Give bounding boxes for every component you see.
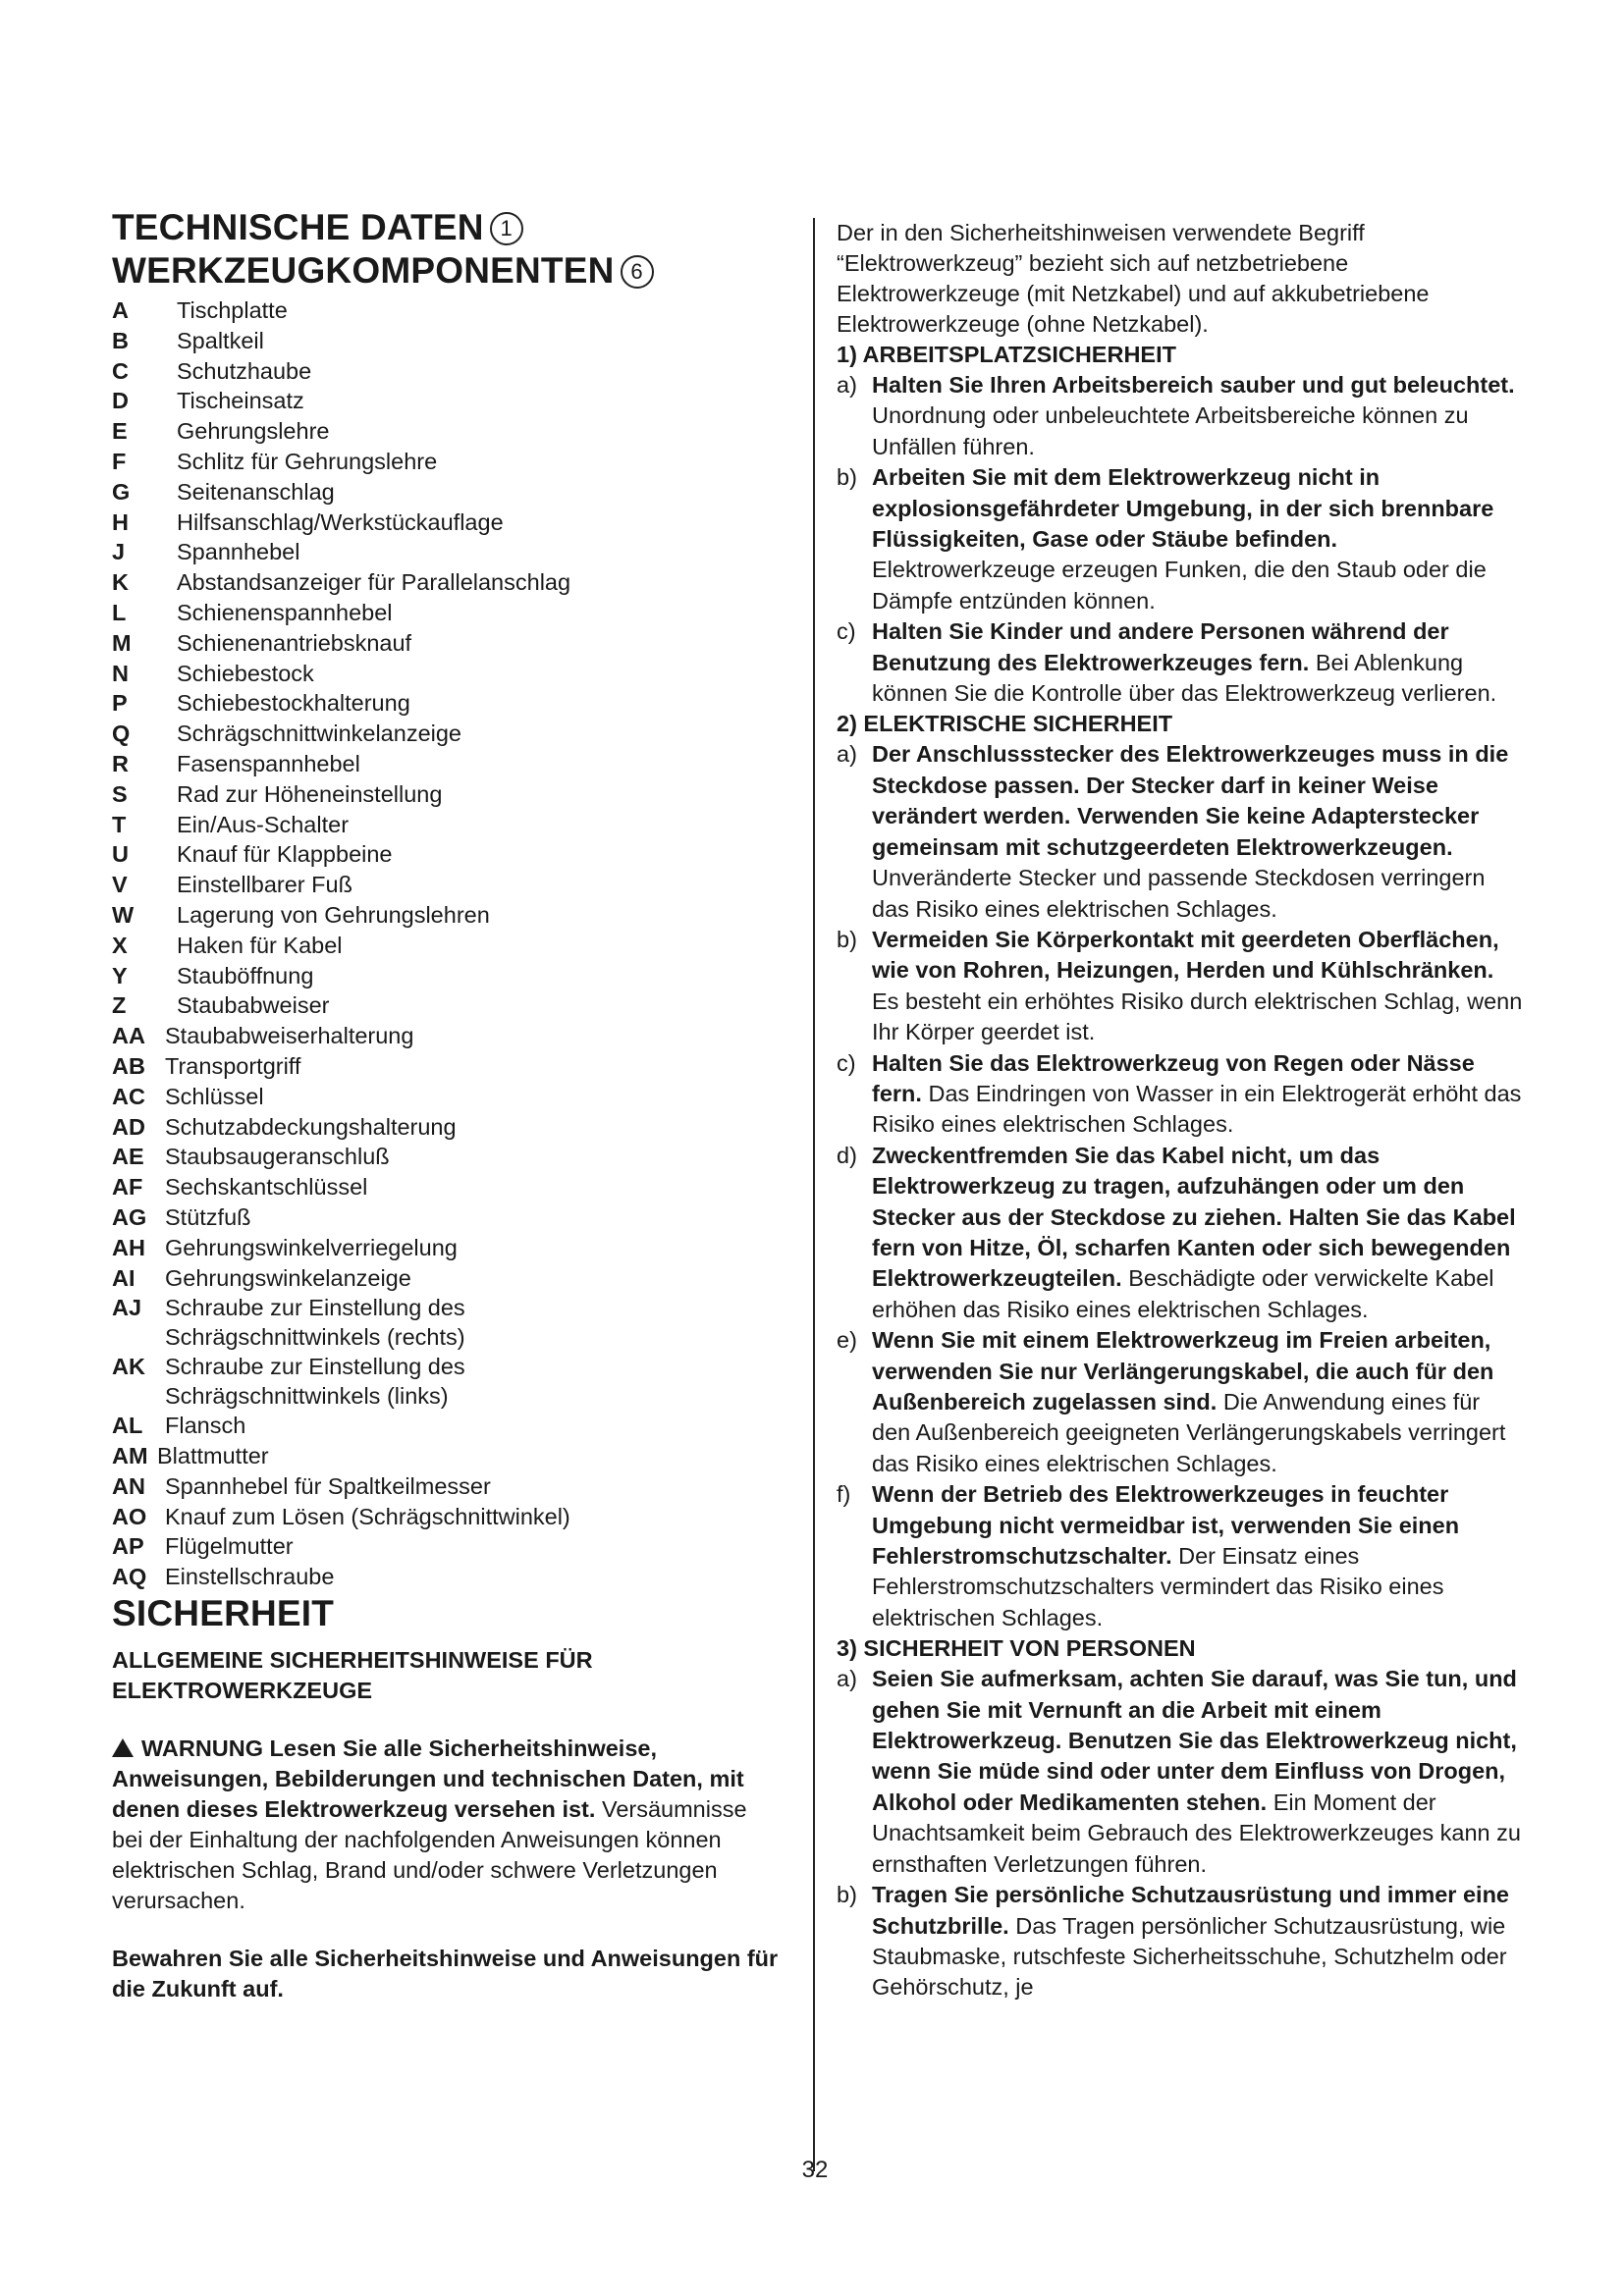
list-item: AQ Einstellschraube	[112, 1564, 335, 1590]
section-heading: 1) ARBEITSPLATZSICHERHEIT	[837, 342, 1176, 367]
list-item: Y Stauböffnung	[112, 962, 314, 988]
list-item: AK Schraube zur Einstellung des Schrägschnittwinkels (links)	[112, 1354, 465, 1410]
list-item: C Schutzhaube	[112, 357, 312, 384]
list-item: AH Gehrungswinkelverriegelung	[112, 1234, 458, 1260]
list-item: c) Halten Sie das Elektrowerkzeug von Regen oder Nässe fern. Das Eindringen von Wasser in ein Elektrogerät erhöht das Risiko eines elektrischen Schlages.	[837, 1049, 1522, 1138]
component-list	[112, 295, 780, 1592]
list-item: B Spaltkeil	[112, 327, 264, 353]
heading-werkzeugkomponenten: WERKZEUGKOMPONENTEN 6	[112, 249, 780, 293]
list-item: AJ Schraube zur Einstellung des Schrägschnittwinkels (rechts)	[112, 1295, 465, 1351]
list-item: AF Sechskantschlüssel	[112, 1174, 368, 1201]
list-item: a) Seien Sie aufmerksam, achten Sie darauf, was Sie tun, und gehen Sie mit Vernunft an die Arbeit mit einem Elektrowerkzeug. Benutzen Sie das Elektrowerkzeug nicht, wenn Sie müde sind oder unter dem Einfluss von Drogen, Alkohol oder Medikamenten stehen. Ein Moment der Unachtsamkeit beim Gebrauch des Elektrowerkzeuges kann zu ernsthaften Verletzungen führen.	[837, 1666, 1521, 1877]
column-divider	[813, 218, 815, 2171]
list-item: U Knauf für Klappbeine	[112, 841, 393, 868]
list-item: a) Der Anschlussstecker des Elektrowerkzeuges muss in die Steckdose passen. Der Stecker darf in keiner Weise verändert werden. Verwenden Sie keine Adapterstecker gemeinsam mit schutzgeerdeten Elektrowerkzeugen. Unveränderte Stecker und passende Steckdosen verringern das Risiko eines elektrischen Schlages.	[837, 741, 1509, 922]
list-item: AA Staubabweiserhalterung	[112, 1023, 414, 1049]
list-item: R Fasenspannhebel	[112, 750, 360, 776]
list-item: e) Wenn Sie mit einem Elektrowerkzeug im Freien arbeiten, verwenden Sie nur Verlängerungskabel, die auch für den Außenbereich zugelassen sind. Die Anwendung eines für den Außenbereich geeigneten Verlängerungskabels verringert das Risiko eines elektrischen Schlages.	[837, 1327, 1506, 1476]
figure-ref-badge: 1	[490, 212, 523, 245]
list-item: AC Schlüssel	[112, 1083, 264, 1109]
intro-paragraph: Der in den Sicherheitshinweisen verwendete Begriff “Elektrowerkzeug” bezieht sich auf netzbetriebene Elektrowerkzeuge (mit Netzkabel) und auf akkubetriebene Elektrowerkzeuge (ohne Netzkabel).	[837, 220, 1430, 337]
list-item: Z Staubabweiser	[112, 992, 330, 1019]
list-item: D Tischeinsatz	[112, 388, 304, 414]
page-number: 32	[801, 2157, 829, 2183]
heading-sicherheit: SICHERHEIT	[112, 1593, 335, 1634]
list-item: G Seitenanschlag	[112, 478, 335, 505]
list-item: f) Wenn der Betrieb des Elektrowerkzeuges in feuchter Umgebung nicht vermeidbar ist, verwenden Sie einen Fehlerstromschutzschalter. Der Einsatz eines Fehlerstromschutzschalters vermindert das Risiko eines elektrischen Schlages.	[837, 1481, 1460, 1630]
list-item: a) Halten Sie Ihren Arbeitsbereich sauber und gut beleuchtet. Unordnung oder unbeleuchtete Arbeitsbereiche können zu Unfällen führen.	[837, 372, 1515, 459]
list-item: S Rad zur Höheneinstellung	[112, 780, 443, 807]
keep-instructions: Bewahren Sie alle Sicherheitshinweise und Anweisungen für die Zukunft auf.	[112, 1946, 779, 2002]
list-item: M Schienenantriebsknauf	[112, 629, 412, 656]
list-item: c) Halten Sie Kinder und andere Personen während der Benutzung des Elektrowerkzeuges fern. Bei Ablenkung können Sie die Kontrolle über das Elektrowerkzeug verlieren.	[837, 618, 1497, 707]
list-item: AN Spannhebel für Spaltkeilmesser	[112, 1472, 491, 1499]
list-item: L Schienenspannhebel	[112, 599, 393, 625]
subheading-general-safety: ALLGEMEINE SICHERHEITSHINWEISE FÜR ELEKTROWERKZEUGE	[112, 1647, 593, 1704]
warning-icon	[112, 1738, 134, 1757]
right-column	[837, 218, 1524, 2003]
list-item: AG Stützfuß	[112, 1203, 251, 1230]
list-item: AI Gehrungswinkelanzeige	[112, 1264, 411, 1291]
list-item: V Einstellbarer Fuß	[112, 872, 352, 898]
left-column	[112, 206, 780, 2004]
section-heading: 3) SICHERHEIT VON PERSONEN	[837, 1635, 1196, 1662]
list-item: Q Schrägschnittwinkelanzeige	[112, 721, 461, 747]
list-item: X Haken für Kabel	[112, 932, 343, 958]
list-item: T Ein/Aus-Schalter	[112, 811, 350, 837]
list-item: b) Tragen Sie persönliche Schutzausrüstung und immer eine Schutzbrille. Das Tragen persönlicher Schutzausrüstung, wie Staubmaske, rutschfeste Sicherheitsschuhe, Schutzhelm oder Gehörschutz, je	[837, 1882, 1510, 2001]
list-item: AO Knauf zum Lösen (Schrägschnittwinkel)	[112, 1503, 570, 1529]
list-item: b) Arbeiten Sie mit dem Elektrowerkzeug nicht in explosionsgefährdeter Umgebung, in der sich brennbare Flüssigkeiten, Gase oder Stäube befinden. Elektrowerkzeuge erzeugen Funken, die den Staub oder die Dämpfe entzünden können.	[837, 464, 1494, 614]
section-heading: 2) ELEKTRISCHE SICHERHEIT	[837, 711, 1173, 737]
list-item: AE Staubsaugeranschluß	[112, 1144, 390, 1170]
list-item: J Spannhebel	[112, 539, 300, 565]
warning-paragraph: WARNUNG Lesen Sie alle Sicherheitshinweise, Anweisungen, Bebilderungen und technischen Daten, mit denen dieses Elektrowerkzeug versehen ist. Versäumnisse bei der Einhaltung der nachfolgenden Anweisungen können elektrischen Schlag, Brand und/oder schwere Verletzungen verursachen.	[112, 1735, 747, 1914]
list-item: A Tischplatte	[112, 297, 288, 323]
list-item: AM Blattmutter	[112, 1443, 269, 1469]
figure-ref-badge: 6	[621, 255, 654, 289]
list-item: AB Transportgriff	[112, 1052, 301, 1079]
list-item: P Schiebestockhalterung	[112, 690, 410, 717]
list-item: W Lagerung von Gehrungslehren	[112, 901, 490, 928]
list-item: AL Flansch	[112, 1413, 246, 1439]
list-item: AD Schutzabdeckungshalterung	[112, 1113, 457, 1140]
list-item: E Gehrungslehre	[112, 418, 330, 445]
list-item: K Abstandsanzeiger für Parallelanschlag	[112, 569, 571, 596]
list-item: d) Zweckentfremden Sie das Kabel nicht, um das Elektrowerkzeug zu tragen, aufzuhängen oder um den Stecker aus der Steckdose zu ziehen. Halten Sie das Kabel fern von Hitze, Öl, scharfen Kanten oder sich bewegenden Elektrowerkzeugteilen. Beschädigte oder verwickelte Kabel erhöhen das Risiko eines elektrischen Schlages.	[837, 1142, 1516, 1322]
heading-technische-daten: TECHNISCHE DATEN 1	[112, 206, 780, 249]
list-item: AP Flügelmutter	[112, 1533, 294, 1560]
list-item: F Schlitz für Gehrungslehre	[112, 448, 438, 474]
list-item: b) Vermeiden Sie Körperkontakt mit geerdeten Oberflächen, wie von Rohren, Heizungen, Herden und Kühlschränken. Es besteht ein erhöhtes Risiko durch elektrischen Schlag, wenn Ihr Körper geerdet ist.	[837, 926, 1523, 1045]
list-item: N Schiebestock	[112, 660, 314, 686]
list-item: H Hilfsanschlag/Werkstückauflage	[112, 508, 504, 535]
